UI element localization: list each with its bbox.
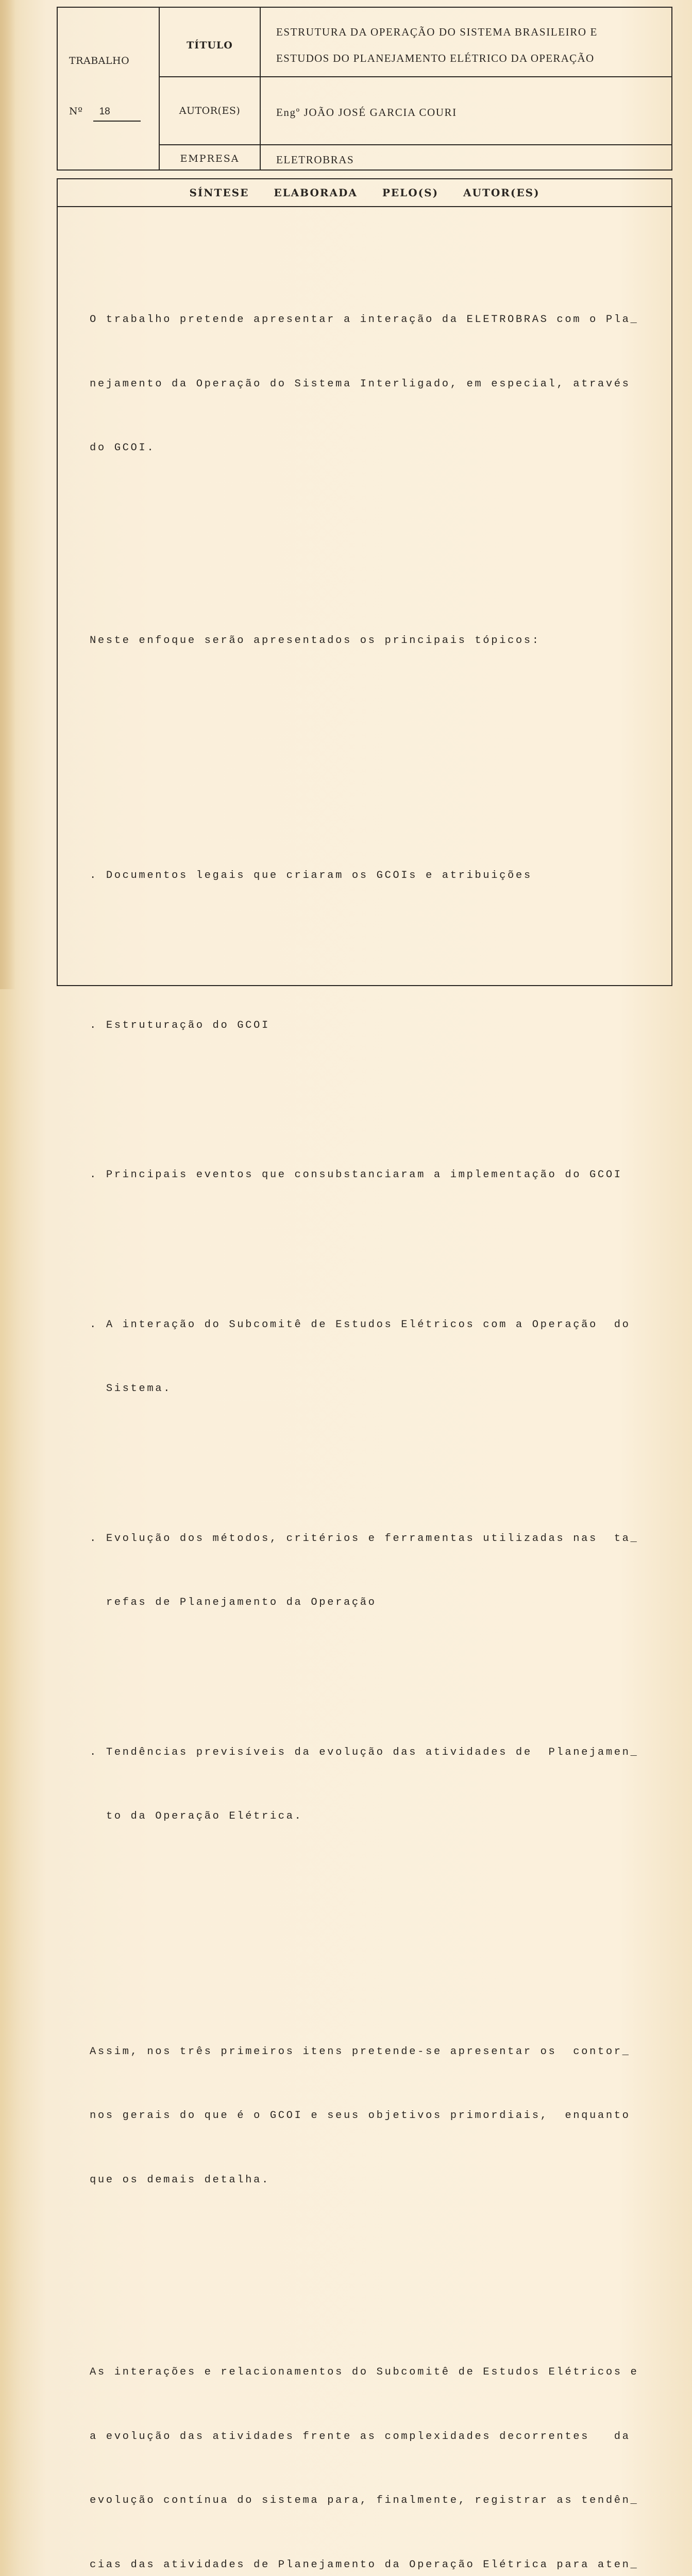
topic-text: Estruturação do GCOI	[106, 1019, 270, 1031]
synthesis-box	[57, 178, 672, 2571]
topic-text: Evolução dos métodos, critérios e ferramentas utilizadas nas ta_	[106, 1532, 639, 1545]
topic-item	[90, 822, 651, 929]
numero-field	[69, 106, 141, 122]
text-line: cias das atividades de Planejamento da Operação Elétrica para aten_	[90, 2558, 639, 2571]
topic-item	[90, 1272, 651, 1443]
synthesis-heading	[58, 179, 671, 207]
text-line: evolução contínua do sistema para, finalmente, registrar as tendên_	[90, 2495, 639, 2506]
topics-list	[90, 779, 651, 1913]
topic-text: Sistema.	[106, 1383, 172, 1395]
text-line: a evolução das atividades frente as complexidades decorrentes da	[90, 2430, 631, 2443]
trabalho-label: TRABALHO	[69, 55, 130, 66]
page-edge-shadow	[0, 0, 15, 989]
bullet-icon: .	[90, 1746, 98, 1758]
intro-paragraph	[90, 266, 651, 502]
bullet-icon: .	[90, 1318, 98, 1331]
text-line: nejamento da Operação do Sistema Interligado, em especial, através	[90, 378, 631, 390]
text-line: que os demais detalha.	[90, 2174, 270, 2186]
synthesis-body	[90, 224, 651, 2576]
topic-item	[90, 1699, 651, 1870]
topic-text: Documentos legais que criaram os GCOIs e atribuições	[106, 870, 532, 882]
numero-label: Nº	[69, 106, 83, 117]
paragraph-2	[90, 1998, 651, 2234]
text-line: do GCOI.	[90, 442, 156, 454]
autores-value: Engº JOÃO JOSÉ GARCIA COURI	[276, 106, 457, 118]
bullet-icon: .	[90, 1532, 98, 1545]
topics-intro-paragraph	[90, 587, 651, 694]
numero-value: 18	[93, 106, 141, 122]
bullet-icon: .	[90, 1019, 98, 1031]
topic-item	[90, 972, 651, 1079]
divider	[159, 76, 671, 77]
heading-word: PELO(S)	[382, 187, 439, 199]
heading-word: ELABORADA	[274, 187, 358, 199]
text-line: O trabalho pretende apresentar a interação da ELETROBRAS com o Pla_	[90, 314, 639, 326]
topic-text: to da Operação Elétrica.	[106, 1810, 303, 1822]
topic-item	[90, 1122, 651, 1229]
empresa-value: ELETROBRAS	[276, 154, 355, 166]
heading-word: AUTOR(ES)	[463, 187, 540, 199]
titulo-line-2: ESTUDOS DO PLANEJAMENTO ELÉTRICO DA OPERAÇÃO	[276, 52, 595, 64]
topic-text: Principais eventos que consubstanciaram a implementação do GCOI	[106, 1169, 622, 1181]
text-line: As interações e relacionamentos do Subcomitê de Estudos Elétricos e	[90, 2366, 639, 2378]
bullet-icon: .	[90, 1169, 98, 1181]
bullet-icon: .	[90, 870, 98, 882]
topic-text: Tendências previsíveis da evolução das atividades de Planejamen_	[106, 1746, 639, 1758]
heading-word: SÍNTESE	[189, 187, 249, 199]
topic-item	[90, 1485, 651, 1656]
divider	[159, 144, 671, 145]
empresa-label: EMPRESA	[180, 153, 240, 164]
text-line: nos gerais do que é o GCOI e seus objetivos primordiais, enquanto	[90, 2110, 631, 2122]
topic-text: refas de Planejamento da Operação	[106, 1597, 377, 1608]
text-line: Neste enfoque serão apresentados os principais tópicos:	[90, 634, 541, 647]
autores-label: AUTOR(ES)	[179, 105, 241, 116]
header-table	[57, 7, 672, 171]
topic-text: A interação do Subcomitê de Estudos Elétricos com a Operação do	[106, 1318, 631, 1331]
text-line: Assim, nos três primeiros itens pretende-se apresentar os contor_	[90, 2045, 631, 2058]
titulo-label: TÍTULO	[187, 40, 233, 51]
paragraph-3	[90, 2319, 651, 2576]
titulo-line-1: ESTRUTURA DA OPERAÇÃO DO SISTEMA BRASILEIRO E	[276, 26, 598, 38]
